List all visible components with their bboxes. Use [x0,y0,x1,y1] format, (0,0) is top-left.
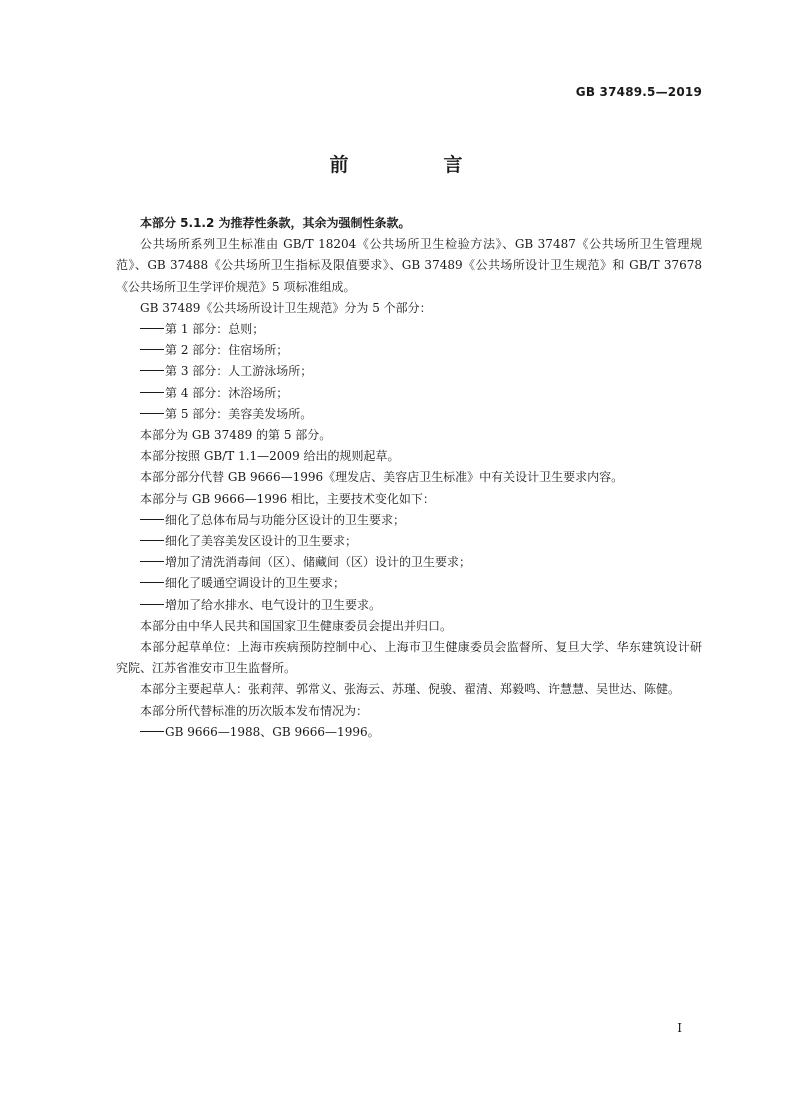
paragraph-series-standards: 公共场所系列卫生标准由 GB/T 18204《公共场所卫生检验方法》、GB 37487《公共场所卫生管理规范》、GB 37488《公共场所卫生指标及限值要求》、GB 37489《公共场所设计卫生规范》和 GB/T 37678《公共场所卫生学评价规范》5 项标准组成。 [116,237,702,294]
changes-list [116,510,702,616]
paragraph-drafting-units: 本部分起草单位：上海市疾病预防控制中心、上海市卫生健康委员会监督所、复旦大学、华东建筑设计研究院、江苏省淮安市卫生监督所。 [116,640,702,676]
paragraph-drafting-rules: 本部分按照 GB/T 1.1—2009 给出的规则起草。 [140,449,400,464]
paragraph-parts-intro: GB 37489《公共场所设计卫生规范》分为 5 个部分： [140,300,432,315]
dash-bullet [140,349,164,350]
page-title: 前 言 [329,154,501,176]
history-list [116,722,702,743]
paragraph-replaces: 本部分部分代替 GB 9666—1996《理发店、美容店卫生标准》中有关设计卫生要求内容。 [140,470,624,485]
dash-bullet [140,540,164,541]
dash-bullet [140,561,164,562]
dash-bullet [140,604,164,605]
list-item: 第 4 部分：沐浴场所； [116,383,702,404]
dash-bullet [140,370,164,371]
list-item: 细化了暖通空调设计的卫生要求； [116,573,702,594]
dash-bullet [140,582,164,583]
list-item: 细化了总体布局与功能分区设计的卫生要求； [116,510,702,531]
list-item: 细化了美容美发区设计的卫生要求； [116,531,702,552]
paragraph-proposer: 本部分由中华人民共和国国家卫生健康委员会提出并归口。 [140,618,453,633]
paragraph-drafters: 本部分主要起草人：张莉萍、郭常义、张海云、苏瑾、倪骏、翟清、郑毅鸣、许慧慧、吴世达、陈健。 [140,682,681,697]
standard-code: GB 37489.5—2019 [575,85,702,99]
foreword-body [116,213,702,743]
paragraph-history-intro: 本部分所代替标准的历次版本发布情况为： [140,703,369,718]
list-item: 第 3 部分：人工游泳场所； [116,361,702,382]
list-item: 第 5 部分：美容美发场所。 [116,404,702,425]
list-item: 第 2 部分：住宿场所； [116,340,702,361]
parts-list [116,319,702,425]
page-number: I [677,1021,682,1035]
paragraph-changes-intro: 本部分与 GB 9666—1996 相比，主要技术变化如下： [140,491,435,506]
list-item: 增加了给水排水、电气设计的卫生要求。 [116,595,702,616]
list-item: GB 9666—1988、GB 9666—1996。 [116,722,702,743]
dash-bullet [140,392,164,393]
list-item: 第 1 部分：总则； [116,319,702,340]
paragraph-recommended-clause: 本部分 5.1.2 为推荐性条款，其余为强制性条款。 [140,216,411,230]
dash-bullet [140,519,164,520]
dash-bullet [140,328,164,329]
paragraph-part-number: 本部分为 GB 37489 的第 5 部分。 [140,428,332,443]
dash-bullet [140,413,164,414]
dash-bullet [140,731,164,732]
list-item: 增加了清洗消毒间（区）、储藏间（区）设计的卫生要求； [116,552,702,573]
